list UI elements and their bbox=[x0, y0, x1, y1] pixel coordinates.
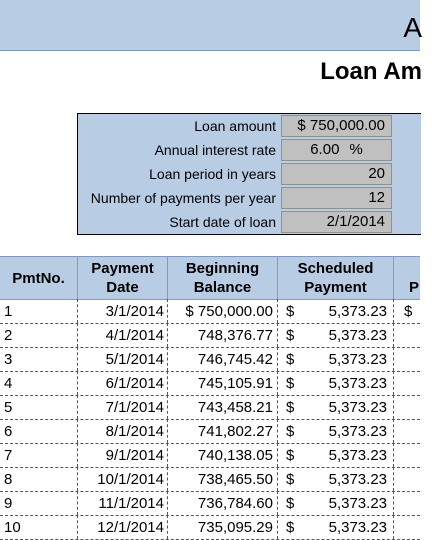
pmt-no-cell[interactable]: 8 bbox=[0, 467, 78, 491]
percent-unit: % bbox=[349, 141, 363, 158]
beginning-balance-cell[interactable]: 746,745.42 bbox=[168, 347, 278, 371]
beginning-balance-cell[interactable]: 745,105.91 bbox=[168, 371, 278, 395]
beginning-balance-cell[interactable]: 743,458.21 bbox=[168, 395, 278, 419]
payments-per-year-cell[interactable]: 12 bbox=[281, 187, 392, 209]
currency-symbol: $ bbox=[286, 495, 295, 512]
scheduled-payment-cell[interactable] bbox=[278, 395, 394, 419]
title-banner bbox=[0, 0, 420, 51]
payment-date-cell[interactable]: 12/1/2014 bbox=[78, 515, 168, 539]
header-beginning-balance: Beginning Balance bbox=[168, 257, 278, 299]
payment-date-cell[interactable]: 8/1/2014 bbox=[78, 419, 168, 443]
currency-symbol: $ bbox=[286, 327, 295, 344]
pmt-no-cell[interactable]: 5 bbox=[0, 395, 78, 419]
pmt-no-cell[interactable]: 9 bbox=[0, 491, 78, 515]
scheduled-amount: 5,373.23 bbox=[328, 423, 387, 440]
scheduled-payment-cell[interactable] bbox=[278, 323, 394, 347]
next-column-cell[interactable] bbox=[394, 515, 434, 539]
scheduled-payment-cell[interactable] bbox=[278, 419, 394, 443]
beginning-balance-cell[interactable]: $ 750,000.00 bbox=[168, 299, 278, 323]
scheduled-amount: 5,373.23 bbox=[328, 447, 387, 464]
table-row bbox=[0, 299, 420, 324]
payments-per-year-label: Number of payments per year bbox=[90, 190, 276, 206]
payment-date-cell[interactable]: 10/1/2014 bbox=[78, 467, 168, 491]
header-pmt-no: PmtNo. bbox=[0, 257, 78, 299]
table-row bbox=[0, 515, 420, 540]
table-row bbox=[0, 323, 420, 348]
param-row-interest bbox=[78, 138, 421, 162]
next-column-cell[interactable] bbox=[394, 323, 434, 347]
pmt-no-cell[interactable]: 6 bbox=[0, 419, 78, 443]
currency-symbol: $ bbox=[286, 375, 295, 392]
loan-amount-label: Loan amount bbox=[194, 118, 276, 134]
next-column-cell[interactable] bbox=[394, 299, 434, 323]
scheduled-payment-cell[interactable] bbox=[278, 371, 394, 395]
scheduled-payment-cell[interactable] bbox=[278, 515, 394, 539]
scheduled-amount: 5,373.23 bbox=[328, 495, 387, 512]
payment-date-cell[interactable]: 7/1/2014 bbox=[78, 395, 168, 419]
currency-symbol: $ bbox=[286, 447, 295, 464]
pmt-no-cell[interactable]: 4 bbox=[0, 371, 78, 395]
scheduled-payment-cell[interactable] bbox=[278, 443, 394, 467]
loan-period-label: Loan period in years bbox=[149, 166, 276, 182]
beginning-balance-cell[interactable]: 741,802.27 bbox=[168, 419, 278, 443]
header-payment-date: Payment Date bbox=[78, 257, 168, 299]
param-row-start bbox=[78, 210, 421, 234]
scheduled-amount: 5,373.23 bbox=[328, 399, 387, 416]
scheduled-amount: 5,373.23 bbox=[328, 327, 387, 344]
table-row bbox=[0, 419, 420, 444]
next-column-cell[interactable] bbox=[394, 467, 434, 491]
payment-date-cell[interactable]: 5/1/2014 bbox=[78, 347, 168, 371]
scheduled-payment-cell[interactable] bbox=[278, 491, 394, 515]
pmt-no-cell[interactable]: 1 bbox=[0, 299, 78, 323]
header-scheduled-payment: Scheduled Payment bbox=[278, 257, 394, 299]
pmt-no-cell[interactable]: 3 bbox=[0, 347, 78, 371]
pmt-no-cell[interactable]: 2 bbox=[0, 323, 78, 347]
start-date-cell[interactable]: 2/1/2014 bbox=[281, 211, 392, 233]
sheet-subtitle: Loan Am bbox=[320, 58, 422, 85]
beginning-balance-cell[interactable]: 740,138.05 bbox=[168, 443, 278, 467]
scheduled-payment-cell[interactable] bbox=[278, 467, 394, 491]
schedule-header-row bbox=[0, 256, 420, 300]
beginning-balance-cell[interactable]: 736,784.60 bbox=[168, 491, 278, 515]
payment-date-cell[interactable]: 4/1/2014 bbox=[78, 323, 168, 347]
scheduled-amount: 5,373.23 bbox=[328, 519, 387, 536]
currency-symbol: $ bbox=[404, 303, 413, 320]
table-row bbox=[0, 443, 420, 468]
beginning-balance-cell[interactable]: 748,376.77 bbox=[168, 323, 278, 347]
scheduled-amount: 5,373.23 bbox=[328, 471, 387, 488]
payment-date-cell[interactable]: 6/1/2014 bbox=[78, 371, 168, 395]
scheduled-amount: 5,373.23 bbox=[328, 303, 387, 320]
scheduled-amount: 5,373.23 bbox=[328, 351, 387, 368]
next-column-cell[interactable] bbox=[394, 419, 434, 443]
currency-symbol: $ bbox=[286, 351, 295, 368]
pmt-no-cell[interactable]: 10 bbox=[0, 515, 78, 539]
sheet-title: A bbox=[403, 12, 422, 43]
table-row bbox=[0, 491, 420, 516]
next-column-cell[interactable] bbox=[394, 491, 434, 515]
table-row bbox=[0, 467, 420, 492]
currency-symbol: $ bbox=[286, 423, 295, 440]
param-row-loan-amount bbox=[78, 114, 421, 138]
payment-date-cell[interactable]: 9/1/2014 bbox=[78, 443, 168, 467]
currency-symbol: $ bbox=[286, 471, 295, 488]
param-row-period bbox=[78, 162, 421, 186]
currency-symbol: $ bbox=[286, 399, 295, 416]
next-column-cell[interactable] bbox=[394, 371, 434, 395]
start-date-label: Start date of loan bbox=[169, 214, 276, 230]
interest-rate-value: 6.00 bbox=[310, 141, 340, 158]
scheduled-payment-cell[interactable] bbox=[278, 299, 394, 323]
next-column-cell[interactable] bbox=[394, 347, 434, 371]
beginning-balance-cell[interactable]: 735,095.29 bbox=[168, 515, 278, 539]
table-row bbox=[0, 395, 420, 420]
loan-period-cell[interactable]: 20 bbox=[281, 163, 392, 185]
beginning-balance-cell[interactable]: 738,465.50 bbox=[168, 467, 278, 491]
loan-amount-cell[interactable]: $ 750,000.00 bbox=[281, 115, 392, 137]
table-row bbox=[0, 371, 420, 396]
interest-rate-label: Annual interest rate bbox=[154, 142, 276, 158]
scheduled-payment-cell[interactable] bbox=[278, 347, 394, 371]
next-column-cell[interactable] bbox=[394, 443, 434, 467]
currency-symbol: $ bbox=[286, 519, 295, 536]
payment-date-cell[interactable]: 3/1/2014 bbox=[78, 299, 168, 323]
scheduled-amount: 5,373.23 bbox=[328, 375, 387, 392]
param-row-payments bbox=[78, 186, 421, 210]
pmt-no-cell[interactable]: 7 bbox=[0, 443, 78, 467]
currency-symbol: $ bbox=[286, 303, 295, 320]
table-row bbox=[0, 347, 420, 372]
payment-date-cell[interactable]: 11/1/2014 bbox=[78, 491, 168, 515]
loan-parameters-panel bbox=[77, 113, 421, 235]
header-next-column: P bbox=[408, 279, 419, 296]
next-column-cell[interactable] bbox=[394, 395, 434, 419]
interest-rate-cell[interactable] bbox=[281, 139, 392, 161]
